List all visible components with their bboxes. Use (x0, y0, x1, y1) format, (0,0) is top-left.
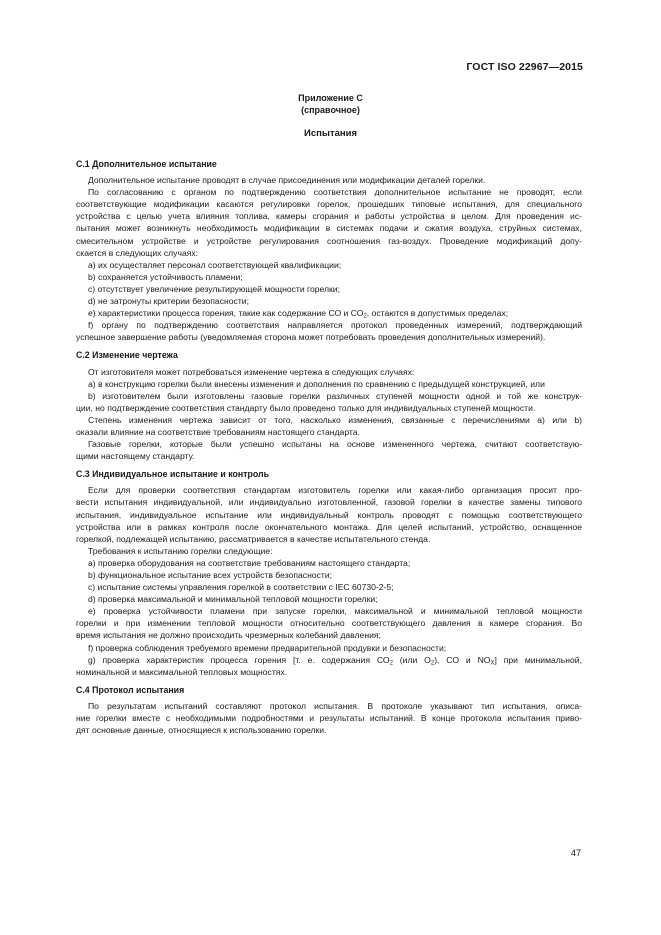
text-line: устройства с целью учета влияния топлива, камеры сгорания и работы устройства в целом. Для проведения ис- (76, 211, 582, 222)
section-1 (76, 158, 582, 343)
section-heading: С.2 Изменение чертежа (76, 350, 178, 361)
text-line: f) проверка соблюдения требуемого времени предварительной продувки и безопасности; (88, 642, 447, 653)
appendix-header (0, 92, 661, 116)
text-line: оказали влияние на соответствие требованиям настоящего стандарта. (76, 426, 360, 437)
text-line: дят основные данные, относящиеся к использованию горелки. (76, 725, 327, 736)
text-line: f) органу по подтверждению соответствия направляется протокол проведенных измерений, подтверждающий (88, 320, 582, 331)
text-line: а) их осуществляет персонал соответствующей квалификации; (88, 259, 342, 270)
text-line: время испытания не должно происходить чрезмерных колебаний давления; (76, 630, 381, 641)
text-line: b) функциональное испытание всех устройств безопасности; (88, 570, 333, 580)
text-line: ние горелки вместе с необходимыми подробностями и результаты испытаний. В конце протокола испытания приво- (76, 713, 582, 724)
text-line: ции, но подтверждение соответствия стандарту было проведено только для индивидуальных ступеней мощности. (76, 402, 536, 413)
text-line: d) не затронуты критерии безопасности; (88, 296, 249, 307)
document-code: ГОСТ ISO 22967—2015 (466, 61, 583, 73)
text-line: По результатам испытаний составляют протокол испытания. В протоколе указывают тип испытания, описа- (88, 700, 582, 711)
text-line: вести испытания индивидуальной, или индивидуально изготовленной, газовой горелки в качестве замены типового (76, 497, 582, 508)
text-line: g) проверка характеристик процесса горения [т. е. содержания $СО_2$ (или $О_2$), СО и $NO_X$] при минимальной, (88, 654, 582, 667)
page-number: 47 (570, 848, 581, 858)
appendix-note: (справочное) (301, 105, 360, 115)
text-line: d) проверка максимальной и минимальной тепловой мощности горелки; (88, 594, 378, 605)
text-line: b) изготовителем были изготовлены газовые горелки различных ступеней мощности одной и той же конструк- (88, 390, 582, 401)
text-line: с) отсутствует увеличение результирующей мощности горелки; (88, 283, 340, 294)
section-heading: С.1 Дополнительное испытание (76, 159, 217, 169)
section-heading: С.4 Протокол испытания (76, 684, 185, 695)
text-line: Дополнительное испытание проводят в случае присоединения или модификации деталей горелки. (88, 175, 486, 186)
text-line: устройства или в рамках контроля после окончательного монтажа. Для целей испытаний, устройство, оснащенное (76, 521, 582, 532)
text-line: Требования к испытанию горелки следующие: (88, 545, 273, 556)
text-line: соответствующие модификации касаются регулировки горелок, прошедших типовые испытания, для специального (76, 199, 582, 210)
text-line: e) характеристики процесса горения, такие как содержание СО и $СО_2$, остаются в допустимых пределах; (88, 308, 509, 320)
text-line: горелки и при изменении тепловой мощности относительно соответствующего давления в камере сгорания. Во (76, 618, 582, 629)
document-body (76, 158, 582, 742)
appendix-label: Приложение С (298, 93, 363, 103)
text-line: пытания может возникнуть необходимость модификации в системах подачи и сжатия воздуха, струйных системах, (76, 223, 582, 234)
text-line: горелкой, подлежащей испытанию, рассматривается в качестве испытательного стенда. (76, 533, 431, 544)
text-line: скается в следующих случаях: (76, 247, 199, 258)
text-line: От изготовителя может потребоваться изменение чертежа в следующих случаях: (88, 366, 415, 377)
text-line: а) проверка оборудования на соответствие требованиям настоящего стандарта; (88, 557, 411, 568)
text-line: Если для проверки соответствия стандартам изготовитель горелки или какая-либо организация просит про- (88, 485, 582, 496)
text-line: смесительном устройстве и устройстве регулирования соотношения газ-воздух. Проведение модификаций допу- (76, 235, 582, 246)
text-line: успешное завершение работы (уведомляемая сторона может потребовать проведения дополнительных измерений). (76, 332, 546, 343)
text-line: испытания, индивидуальное испытание или индивидуальный контроль проводят с помощью соответствующего (76, 509, 582, 520)
text-line: b) сохраняется устойчивость пламени; (88, 271, 243, 282)
text-line: с) испытание системы управления горелкой в соответствии с IEC 60730-2-5; (88, 582, 394, 593)
text-line: По согласованию с органом по подтверждению соответствия дополнительное испытание не проводят, если (88, 187, 582, 198)
appendix-title: Испытания (303, 128, 358, 139)
section-4 (76, 684, 582, 736)
section-3 (76, 468, 582, 678)
section-2 (76, 349, 582, 462)
text-line: Степень изменения чертежа зависит от того, насколько изменения, связанные с перечислениями а) или b) (88, 414, 582, 425)
text-line: е) проверка устойчивости пламени при запуске горелки, максимальной и минимальной тепловой мощности (88, 606, 582, 617)
text-line: а) в конструкцию горелки были внесены изменения и дополнения по сравнению с предыдущей конструкцией, или (88, 378, 545, 389)
section-heading: С.3 Индивидуальное испытание и контроль (76, 469, 269, 480)
text-line: номинальной и максимальной тепловых мощностях. (76, 666, 288, 677)
text-line: Газовые горелки, которые были успешно испытаны на основе измененного чертежа, считают соответствую- (88, 439, 582, 450)
text-line: щими настоящему стандарту. (76, 451, 195, 462)
